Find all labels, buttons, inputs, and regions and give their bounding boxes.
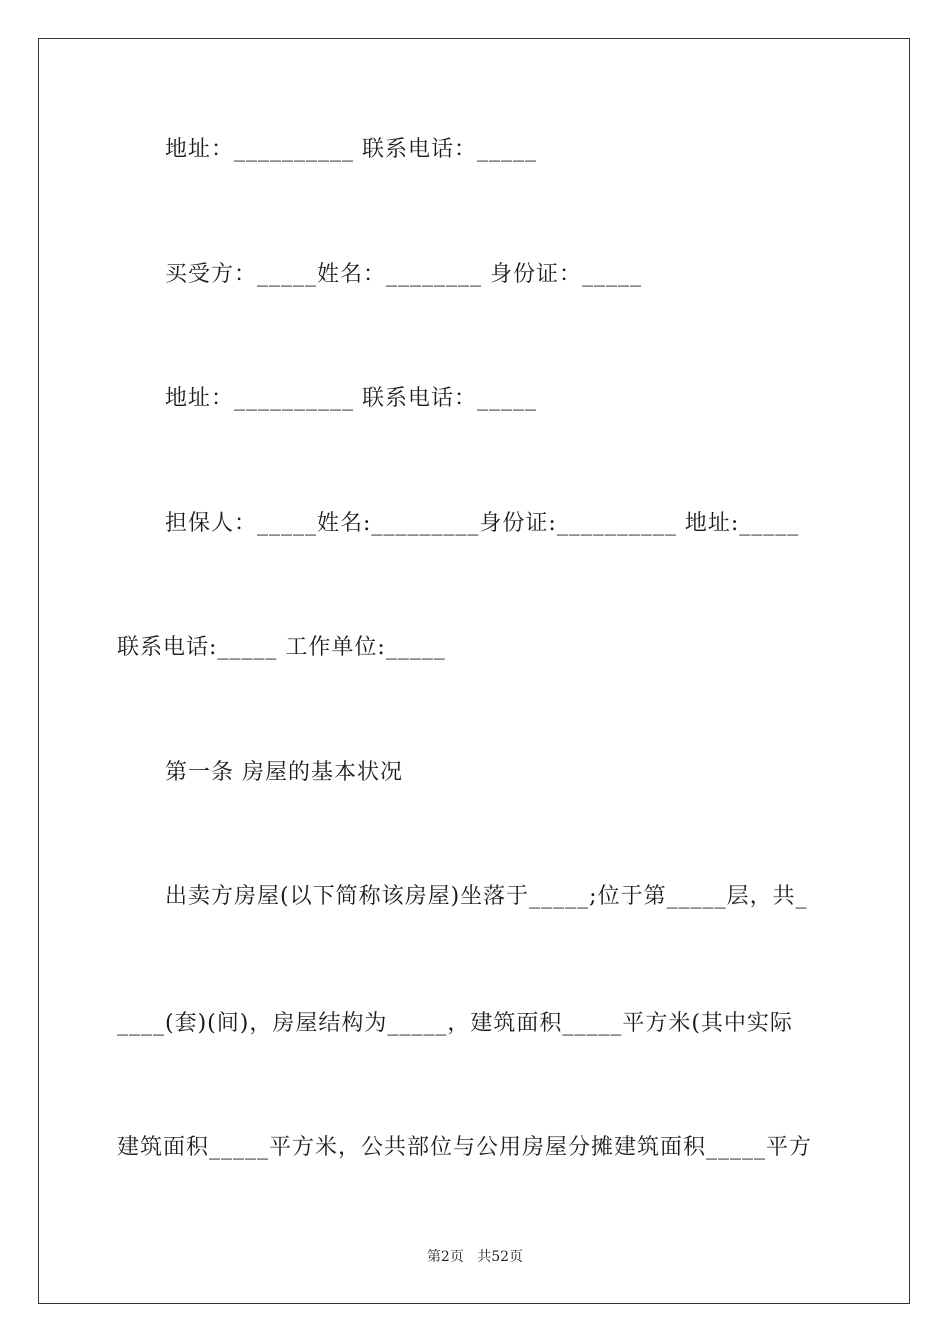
page-footer (0, 1247, 950, 1267)
page-number: 第2页 (426, 1249, 464, 1265)
buyer-line: 买受方：_____姓名：________ 身份证：_____ (165, 262, 642, 287)
guarantor-contact-line: 联系电话:_____ 工作单位:_____ (117, 635, 446, 660)
buyer-address-line: 地址：__________ 联系电话：_____ (165, 386, 537, 411)
property-location-line: 出卖方房屋(以下简称该房屋)坐落于_____;位于第_____层，共_ (165, 884, 808, 909)
property-area-line: 建筑面积_____平方米，公共部位与公用房屋分摊建筑面积_____平方 (117, 1135, 813, 1160)
property-structure-line: ____(套)(间)，房屋结构为_____，建筑面积_____平方米(其中实际 (117, 1011, 793, 1036)
seller-address-line: 地址：__________ 联系电话：_____ (165, 137, 537, 162)
page-total: 共52页 (477, 1249, 524, 1265)
guarantor-line: 担保人：_____姓名:_________身份证:__________ 地址:_____ (165, 511, 800, 536)
article-one-heading: 第一条 房屋的基本状况 (165, 760, 403, 785)
page-border (38, 38, 910, 1304)
